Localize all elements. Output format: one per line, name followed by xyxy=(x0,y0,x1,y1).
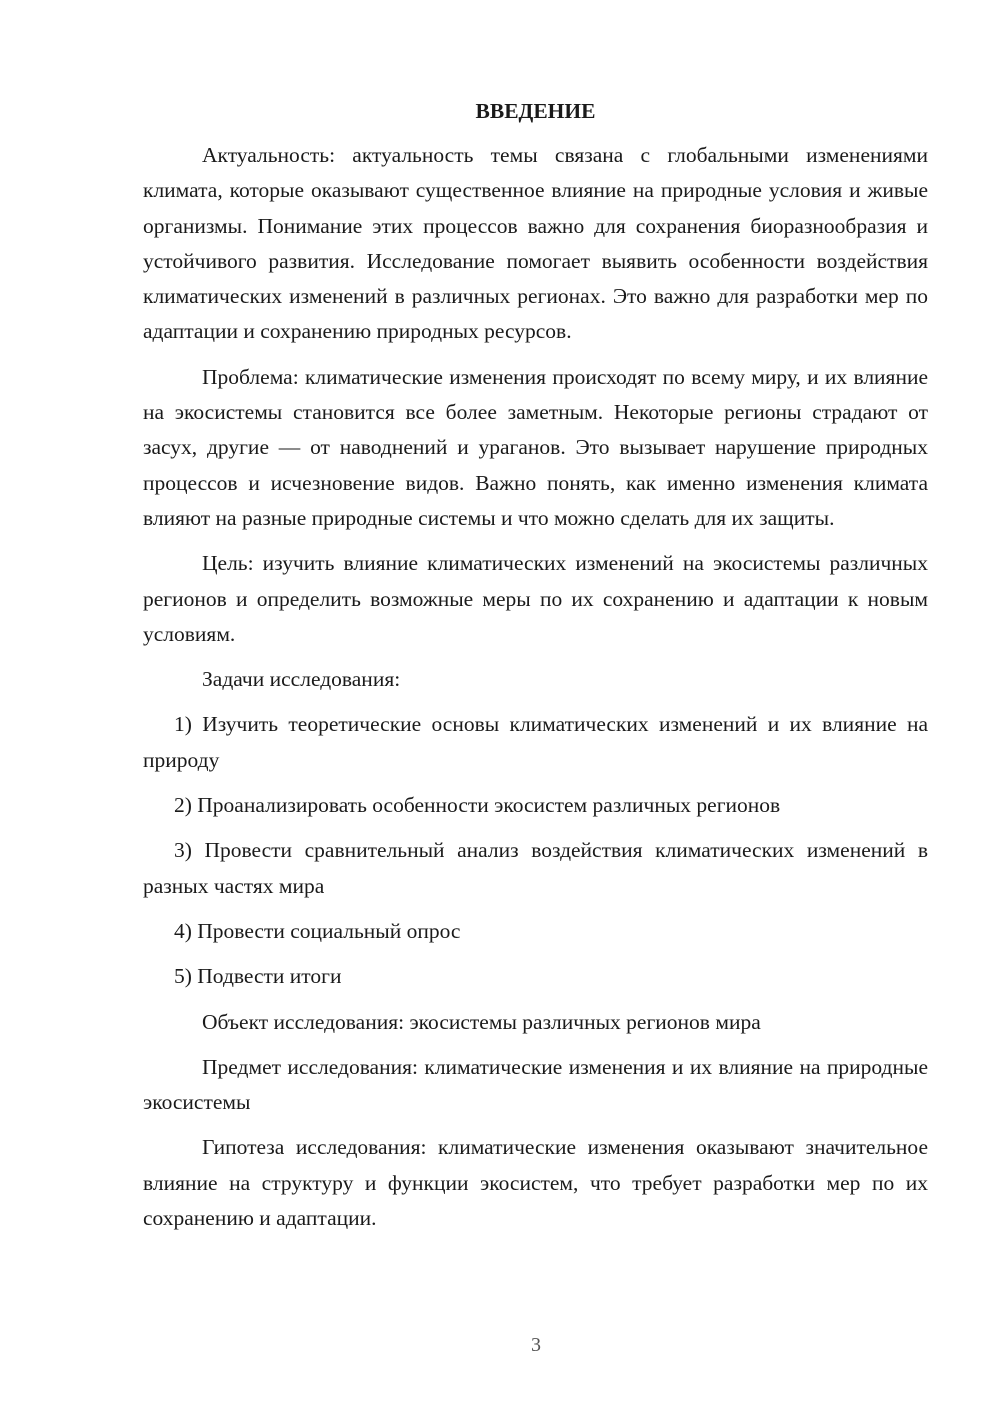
paragraph-problem: Проблема: климатические изменения происходят по всему миру, и их влияние на экосистемы становится все более заметным. Некоторые регионы страдают от засух, другие — от наводнений и ураганов. Это вызывает нарушение природных процессов и исчезновение видов. Важно понять, как именно изменения климата влияют на разные природные системы и что можно сделать для их защиты. xyxy=(143,364,928,530)
task-item-1: 1) Изучить теоретические основы климатических изменений и их влияние на природу xyxy=(143,712,928,772)
task-item-5: 5) Подвести итоги xyxy=(174,964,342,989)
paragraph-goal: Цель: изучить влияние климатических изменений на экосистемы различных регионов и определить возможные меры по их сохранению и адаптации к новым условиям. xyxy=(143,551,928,646)
document-body xyxy=(143,96,928,1246)
paragraph-tasks-heading: Задачи исследования: xyxy=(202,667,401,692)
page-number: 3 xyxy=(531,1334,541,1356)
task-item-2: 2) Проанализировать особенности экосистем различных регионов xyxy=(174,793,781,818)
section-title: ВВЕДЕНИЕ xyxy=(475,99,596,123)
paragraph-subject: Предмет исследования: климатические изменения и их влияние на природные экосистемы xyxy=(143,1054,928,1115)
paragraph-relevance: Актуальность: актуальность темы связана с глобальными изменениями климата, которые оказывают существенное влияние на природные условия и живые организмы. Понимание этих процессов важно для сохранения биоразнообразия и устойчивого развития. Исследование помогает выявить особенности воздействия климатических изменений в различных регионах. Это важно для разработки мер по адаптации и сохранению природных ресурсов. xyxy=(143,143,928,344)
task-item-4: 4) Провести социальный опрос xyxy=(174,918,461,943)
paragraph-object: Объект исследования: экосистемы различных регионов мира xyxy=(202,1009,761,1034)
task-item-3: 3) Провести сравнительный анализ воздействия климатических изменений в разных частях мира xyxy=(143,838,928,898)
paragraph-hypothesis: Гипотеза исследования: климатические изменения оказывают значительное влияние на структуру и функции экосистем, что требует разработки мер по их сохранению и адаптации. xyxy=(143,1135,928,1231)
